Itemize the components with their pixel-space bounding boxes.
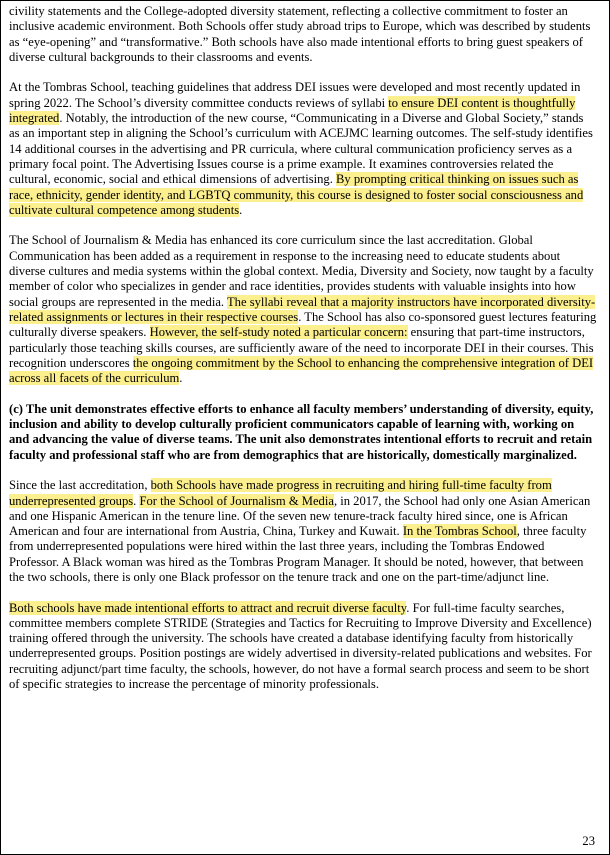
text-run: At the Tombras School, teaching guidelines that address DEI issues were developed and most recently updated in spring 2022. The School’s diversity committee conducts reviews of syllabi <box>9 80 581 110</box>
highlighted-text: In the Tombras School <box>402 524 517 539</box>
paragraph <box>9 601 597 693</box>
paragraph <box>9 233 597 386</box>
paragraph <box>9 4 597 65</box>
highlighted-text: to ensure DEI content is thoughtfully integrated <box>9 95 576 126</box>
text-run: The School of Journalism & Media has enhanced its core curriculum since the last accreditation. Global Communication has been added as a requirement in response to the increasing need to educate students about diverse cultures and media systems within the global context. Media, Diversity and Society, now taught by a faculty member of color who specializes in gender and race identities, provides students with valuable insights into how social groups are represented in the media. <box>9 233 594 309</box>
text-run: , in 2017, the School had only one Asian American and one Hispanic American in the tenure line. Of the seven new tenure-track faculty hired since, one is African American and four are international from Austria, China, Turkey and Kuwait. <box>9 493 591 539</box>
highlighted-text: However, the self-study noted a particular concern: <box>149 325 408 340</box>
text-run: . The School has also co-sponsored guest lectures featuring culturally diverse speakers. <box>9 309 597 340</box>
highlighted-text: the ongoing commitment by the School to enhancing the comprehensive integration of DEI across all facets of the curriculum <box>9 355 594 386</box>
text-run: . Notably, the introduction of the new course, “Communicating in a Diverse and Global Society,” stands as an important step in aligning the School’s curriculum with ACEJMC learning outcomes. The self-study identifies 14 additional courses in the advertising and PR curricula, where cultural communication proficiency serves as a primary focal point. The Advertising Issues course is a prime example. It examines controversies related the cultural, economic, social and ethical dimensions of advertising. <box>9 111 593 187</box>
text-run: ensuring that part-time instructors, particularly those teaching skills courses, are sufficiently aware of the need to incorporate DEI in their courses. This recognition underscores <box>9 325 594 370</box>
highlighted-text: both Schools have made progress in recruiting and hiring full-time faculty from underrepresented groups <box>9 478 552 508</box>
page-number: 23 <box>582 833 595 848</box>
highlighted-text: By prompting critical thinking on issues such as race, ethnicity, gender identity, and LGBTQ community, this course is designed to foster social consciousness and cultivate cultural competence among students <box>9 172 584 217</box>
highlighted-text: For the School of Journalism & Media <box>139 493 334 508</box>
paragraph <box>9 402 597 463</box>
paragraph <box>9 80 597 218</box>
highlighted-text: Both schools have made intentional efforts to attract and recruit diverse faculty <box>9 600 407 615</box>
text-run: . <box>179 371 183 386</box>
page-body <box>9 4 597 708</box>
text-run: . <box>239 202 243 217</box>
text-run: civility statements and the College-adopted diversity statement, reflecting a collective commitment to foster an inclusive academic environment. Both Schools offer study abroad trips to Europe, which was described by students as “eye-opening” and “transformative.” Both schools have also made intentional efforts to bring guest speakers of diverse cultural backgrounds to their classrooms and events. <box>9 4 591 64</box>
text-run: . For full-time faculty searches, committee members complete STRIDE (Strategies and Tactics for Recruiting to Improve Diversity and Excellence) training offered through the university. The schools have created a database identifying faculty from historically underrepresented groups. Position postings are widely advertised in diversity-related publications and websites. For recruiting adjunct/part time faculty, the schools, however, do not have a formal search process and seem to be short of specific strategies to increase the percentage of minority professionals. <box>9 600 592 692</box>
text-run: . <box>133 493 140 508</box>
paragraph <box>9 478 597 585</box>
text-run: (c) The unit demonstrates effective efforts to enhance all faculty members’ understanding of diversity, equity, inclusion and ability to develop culturally proficient communicators capable of learning with, working on and advancing the value of diverse teams. The unit also demonstrates intentional efforts to recruit and retain faculty and professional staff who are from demographics that are historically, domestically marginalized. <box>9 401 594 462</box>
text-run: , three faculty from underrepresented populations were hired within the last three years, including the Tombras Endowed Professor. A Black woman was hired as the Tombras Program Manager. It should be noted, however, that between the two schools, there is only one Black professor on the tenure track and one on the part-time/adjunct line. <box>9 524 587 584</box>
highlighted-text: The syllabi reveal that a majority instructors have incorporated diversity-related assignments or lectures in their respective courses <box>9 294 596 324</box>
text-run: Since the last accreditation, <box>9 478 151 493</box>
